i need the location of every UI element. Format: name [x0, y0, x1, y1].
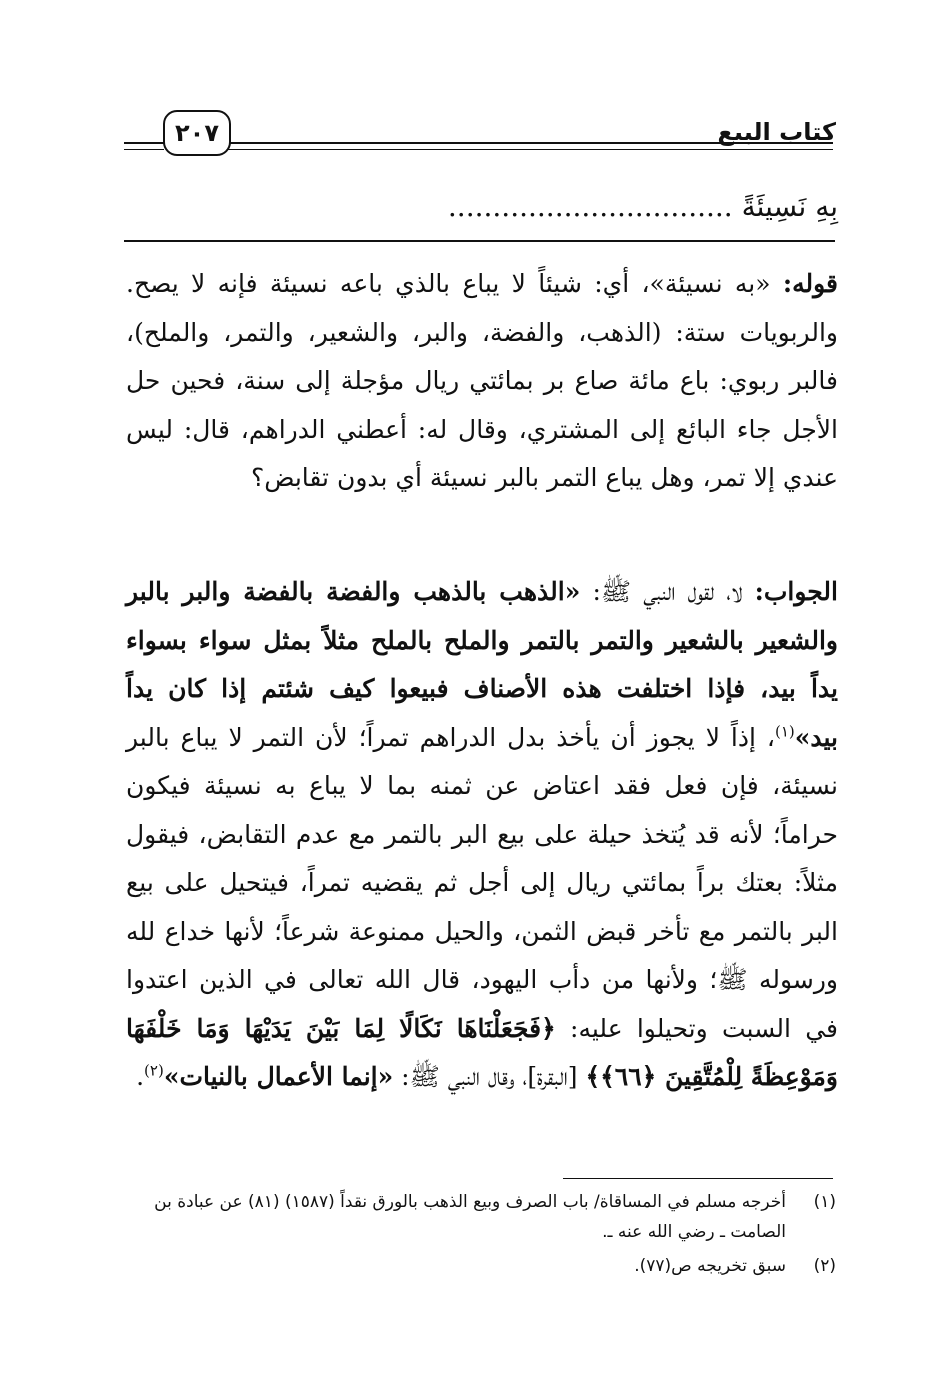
- footnote-text: سبق تخريجه ص(٧٧).: [634, 1256, 786, 1276]
- matn-dots: ................................: [447, 190, 733, 223]
- footnote-number: (٢): [813, 1256, 836, 1276]
- commentary-paragraph-2: [126, 568, 838, 1102]
- answer-text-1: لا، لقول النبي ﷺ:: [580, 577, 755, 606]
- header-rule-top: [124, 142, 164, 144]
- answer-text-2: ، إذاً لا يجوز أن يأخذ بدل الدراهم تمراً؛ لأن التمر لا يباع بالبر نسيئة، فإن فعل فقد اعتاض عن ثمنه بما لا يباع به نسيئة فيكون حراماً؛ لأنه قد يُتخذ حيلة على بيع البر بالتمر مع عدم التقابض، فيقول مثلاً: بعتك براً بمائتي ريال إلى أجل ثم يقضيه تمراً، فيتحيل على بيع البر بالتمر مع تأخر قبض الثمن، والحيل ممنوعة شرعاً؛ لأنها خداع لله ورسوله ﷺ؛ ولأنها من دأب اليهود، قال الله تعالى في الذين اعتدوا في السبت وتحيلوا عليه:: [126, 722, 838, 1043]
- paragraph-text: «به نسيئة»، أي: شيئاً لا يباع بالذي باعه نسيئة فإنه لا يصح. والربويات ستة: (الذهب، والفضة، والبر، والشعير، والتمر، والملح)، فالبر ربوي: باع مائة صاع بر بمائتي ريال مؤجلة إلى سنة، فحين حل الأجل جاء البائع إلى المشتري، وقال له: أعطني الدراهم، قال: ليس عندي إلا تمر، وهل يباع التمر بالبر نسيئة أي بدون تقابض؟: [126, 269, 838, 492]
- matn-text: بِهِ نَسِيئَةً: [741, 190, 838, 223]
- footnote-2: [126, 1251, 836, 1281]
- answer-text-3: ، وقال النبي ﷺ:: [393, 1062, 528, 1091]
- header-rule-bottom: [124, 149, 164, 150]
- footnote-ref-1[interactable]: (١): [774, 722, 795, 741]
- running-header-title: كتاب البيع: [717, 118, 836, 146]
- header-rule-top-right: [228, 142, 833, 144]
- footnote-text: أخرجه مسلم في المساقاة/ باب الصرف وبيع الذهب بالورق نقداً (١٥٨٧) (٨١) عن عبادة بن الصامت ـ رضي الله عنه ـ.: [154, 1192, 786, 1242]
- answer-end: .: [136, 1062, 145, 1091]
- commentary-paragraph-1: [126, 260, 838, 503]
- footnote-rule: [563, 1178, 833, 1179]
- hadith-quote-2: «إنما الأعمال بالنيات»: [163, 1062, 394, 1091]
- footnote-1: [126, 1187, 836, 1247]
- paragraph-lead: قوله:: [782, 269, 838, 298]
- footnote-number: (١): [813, 1192, 836, 1212]
- hadith-quote-1: «الذهب بالذهب والفضة بالفضة والبر بالبر والشعير بالشعير والتمر بالتمر والملح بالملح مثلاً بمثل سواء بسواء يداً بيد، فإذا اختلفت هذه الأصناف فبيعوا كيف شئتم إذا كان يداً بيد»: [126, 577, 838, 752]
- footnote-ref-2[interactable]: (٢): [144, 1061, 164, 1080]
- matn-line: [128, 190, 838, 223]
- quran-ayah: ﴿فَجَعَلْنَاهَا نَكَالًا لِمَا بَيْنَ يَدَيْهَا وَمَا خَلْفَهَا وَمَوْعِظَةً لِلْمُتَّقِينَ ﴿٦٦﴾﴾: [126, 1013, 838, 1091]
- surah-ref: [البقرة]: [527, 1062, 586, 1091]
- matn-divider: [124, 240, 835, 242]
- answer-lead: الجواب:: [754, 577, 838, 606]
- header-rule-bottom-right: [228, 149, 833, 150]
- footnotes: [126, 1187, 836, 1285]
- page-number: ٢٠٧: [163, 110, 231, 156]
